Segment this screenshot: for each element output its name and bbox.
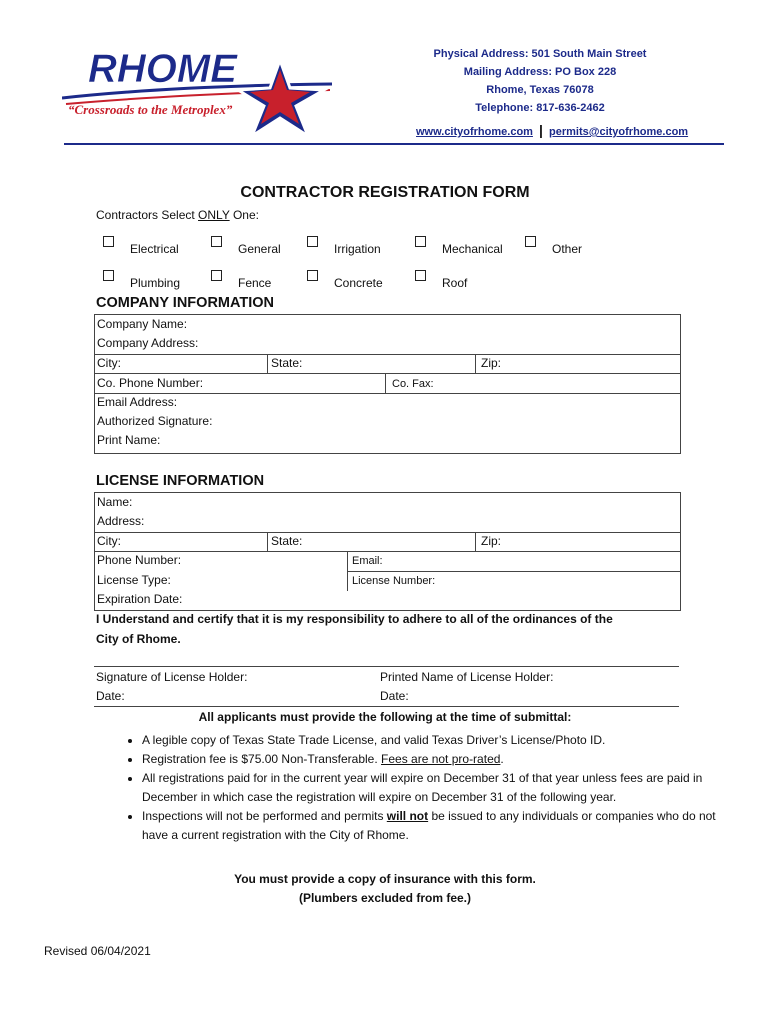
license-info-heading: LICENSE INFORMATION xyxy=(96,473,265,489)
label-plumbing: Plumbing xyxy=(130,276,181,290)
label-concrete: Concrete xyxy=(334,276,383,290)
label-roof: Roof xyxy=(442,276,468,290)
select-instruction: Contractors Select ONLY One: xyxy=(96,208,259,222)
label-mechanical: Mechanical xyxy=(442,242,503,256)
license-info-box xyxy=(94,492,681,611)
checkbox-plumbing[interactable] xyxy=(103,270,114,281)
website-link[interactable]: www.cityofrhome.com xyxy=(416,126,533,138)
label-other: Other xyxy=(552,242,583,256)
contact-links xyxy=(416,122,688,138)
authorized-signature-field[interactable]: Authorized Signature: xyxy=(97,414,213,428)
signature-date-field[interactable]: Date: xyxy=(96,689,125,703)
email-link[interactable]: permits@cityofrhome.com xyxy=(549,126,689,138)
checkbox-irrigation[interactable] xyxy=(307,236,318,247)
rhome-logo xyxy=(62,40,342,140)
expiration-date-field[interactable]: Expiration Date: xyxy=(97,592,183,606)
holder-printed-name-field[interactable]: Printed Name of License Holder: xyxy=(380,670,554,684)
requirements-list xyxy=(100,731,722,845)
checkbox-fence[interactable] xyxy=(211,270,222,281)
company-fax-field[interactable]: Co. Fax: xyxy=(392,378,434,390)
requirement-item: • Registration fee is $75.00 Non-Transferable. Fees are not pro-rated. xyxy=(142,750,722,769)
label-general: General xyxy=(238,242,281,256)
license-phone-field[interactable]: Phone Number: xyxy=(97,553,182,567)
form-title: CONTRACTOR REGISTRATION FORM xyxy=(240,184,530,201)
checkbox-electrical[interactable] xyxy=(103,236,114,247)
company-info-box xyxy=(94,314,681,454)
header-rule xyxy=(64,143,724,145)
logo-tagline: “Crossroads to the Metroplex” xyxy=(68,102,233,117)
company-state-field[interactable]: State: xyxy=(271,356,303,370)
license-number-field[interactable]: License Number: xyxy=(352,575,436,587)
license-zip-field[interactable]: Zip: xyxy=(481,534,502,548)
company-info-heading: COMPANY INFORMATION xyxy=(96,295,275,311)
requirements-heading: All applicants must provide the following at the time of submittal: xyxy=(198,710,572,724)
plumbers-note: (Plumbers excluded from fee.) xyxy=(298,891,472,905)
license-name-field[interactable]: Name: xyxy=(97,495,133,509)
company-name-field[interactable]: Company Name: xyxy=(97,317,188,331)
license-address-field[interactable]: Address: xyxy=(97,514,145,528)
signature-rule-bottom xyxy=(94,706,679,707)
requirement-item: • All registrations paid for in the current year will expire on December 31 of that year unless fees are paid in December in which case the registration will expire on December 31 of the following year. xyxy=(142,769,722,807)
holder-signature-field[interactable]: Signature of License Holder: xyxy=(96,670,248,684)
certify-line-1: I Understand and certify that it is my responsibility to adhere to all of the ordinances of the xyxy=(96,612,613,626)
license-type-field[interactable]: License Type: xyxy=(97,573,171,587)
logo-text: RHOME xyxy=(88,47,237,91)
separator: | xyxy=(539,122,543,138)
requirement-item: • A legible copy of Texas State Trade License, and valid Texas Driver’s License/Photo ID. xyxy=(142,731,722,750)
city-state: Rhome, Texas 76078 xyxy=(486,84,594,96)
revised-date: Revised 06/04/2021 xyxy=(44,944,151,958)
checkbox-other[interactable] xyxy=(525,236,536,247)
license-email-field[interactable]: Email: xyxy=(352,555,383,567)
telephone: Telephone: 817-636-2462 xyxy=(475,102,605,114)
label-fence: Fence xyxy=(238,276,272,290)
checkbox-mechanical[interactable] xyxy=(415,236,426,247)
print-name-field[interactable]: Print Name: xyxy=(97,433,161,447)
printed-date-field[interactable]: Date: xyxy=(380,689,409,703)
label-irrigation: Irrigation xyxy=(334,242,381,256)
label-electrical: Electrical xyxy=(130,242,179,256)
signature-rule xyxy=(94,666,679,667)
checkbox-concrete[interactable] xyxy=(307,270,318,281)
company-phone-field[interactable]: Co. Phone Number: xyxy=(97,376,204,390)
company-zip-field[interactable]: Zip: xyxy=(481,356,502,370)
company-address-field[interactable]: Company Address: xyxy=(97,336,199,350)
company-city-field[interactable]: City: xyxy=(97,356,121,370)
physical-address: Physical Address: 501 South Main Street xyxy=(433,48,647,60)
certify-line-2: City of Rhome. xyxy=(96,632,181,646)
insurance-note: You must provide a copy of insurance with this form. xyxy=(234,872,536,886)
license-state-field[interactable]: State: xyxy=(271,534,303,548)
license-city-field[interactable]: City: xyxy=(97,534,121,548)
requirement-item: • Inspections will not be performed and permits will not be issued to any individuals or companies who do not have a current registration with the City of Rhome. xyxy=(142,807,722,845)
checkbox-roof[interactable] xyxy=(415,270,426,281)
company-email-field[interactable]: Email Address: xyxy=(97,395,178,409)
mailing-address: Mailing Address: PO Box 228 xyxy=(463,66,617,78)
checkbox-general[interactable] xyxy=(211,236,222,247)
